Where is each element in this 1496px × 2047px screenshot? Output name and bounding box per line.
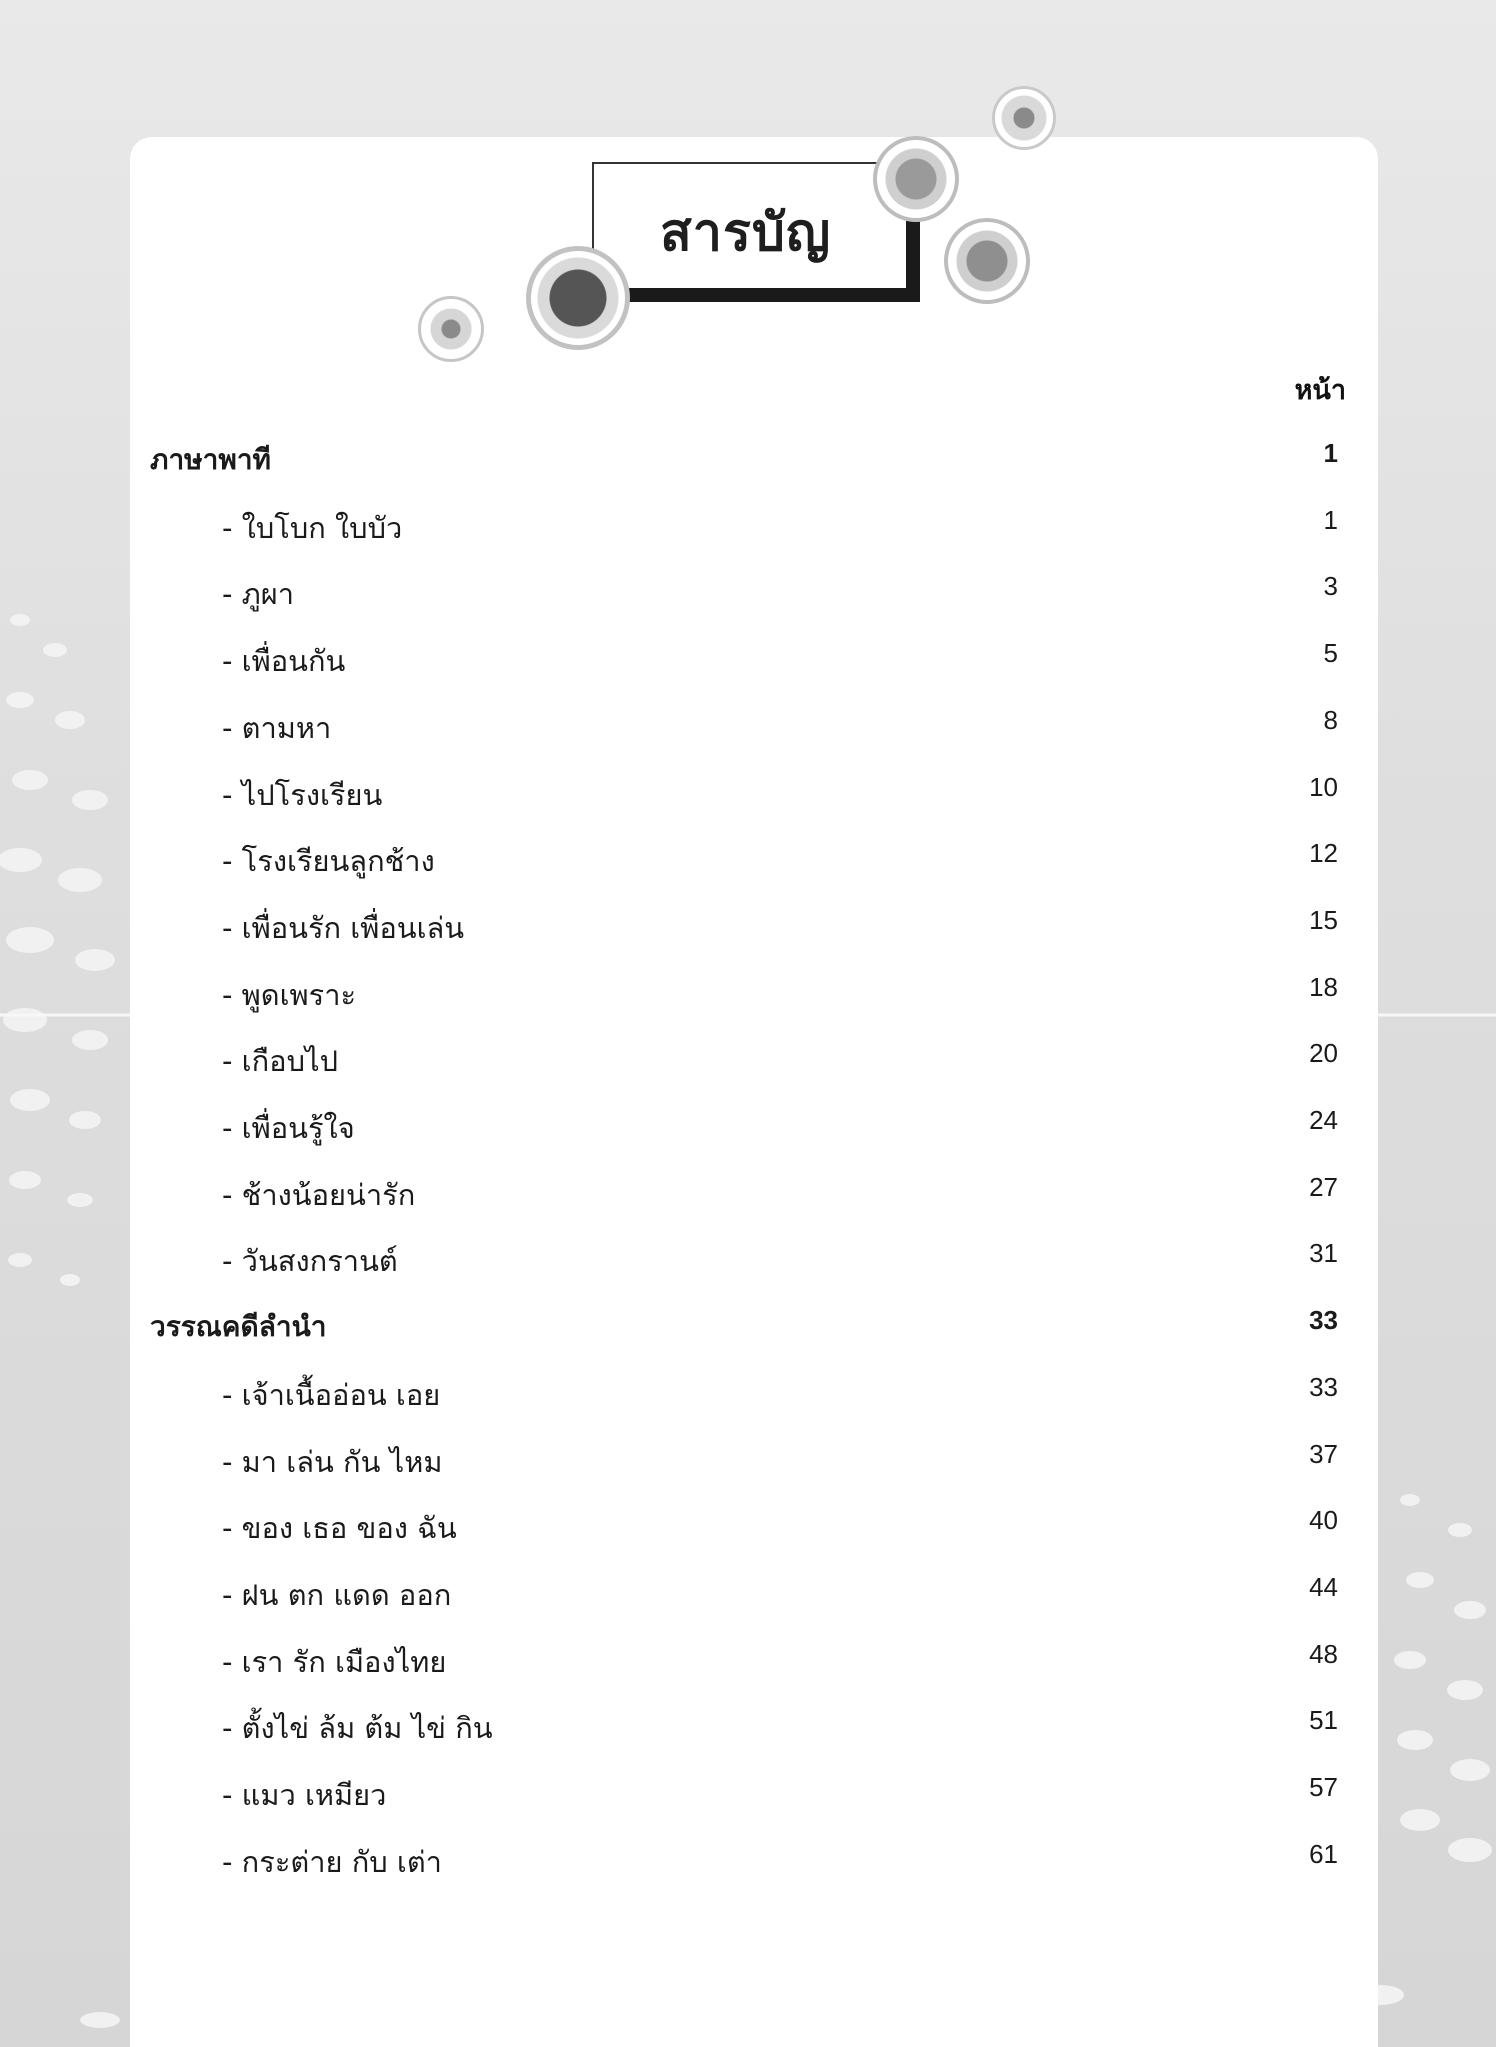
toc-entry-row [0, 1105, 1496, 1165]
toc-entry-row [0, 772, 1496, 832]
toc-entry-row [0, 1572, 1496, 1632]
entry-page-number: 18 [1309, 971, 1338, 1002]
entry-page-number: 5 [1323, 638, 1338, 669]
toc-section-row [0, 438, 1496, 498]
toc-section-row [0, 1305, 1496, 1365]
entry-title: - เรา รัก เมืองไทย [222, 1644, 447, 1679]
toc-entry-row [0, 638, 1496, 698]
entry-page-number: 44 [1309, 1571, 1338, 1602]
toc-entry-row [0, 972, 1496, 1032]
toc-entry-row [0, 571, 1496, 631]
section-title: ภาษาพาที [150, 443, 271, 476]
entry-title: - มา เล่น กัน ไหม [222, 1444, 443, 1479]
entry-page-number: 24 [1309, 1105, 1338, 1135]
page-title: สารบัญ [660, 203, 832, 263]
decor-circle-icon [526, 246, 630, 350]
decor-circle-icon [418, 296, 484, 362]
toc-entry-row [0, 1372, 1496, 1432]
entry-title: - กระต่าย กับ เต่า [222, 1844, 442, 1879]
toc-entry-row [0, 905, 1496, 965]
toc-entry-row [0, 1038, 1496, 1098]
toc-entry-row [0, 1172, 1496, 1232]
section-page-number: 33 [1309, 1305, 1338, 1336]
entry-title: - ของ เธอ ของ ฉัน [222, 1511, 457, 1546]
entry-page-number: 31 [1309, 1238, 1338, 1269]
decor-circle-icon [992, 86, 1056, 150]
entry-title: - แมว เหมียว [222, 1778, 387, 1812]
entry-page-number: 8 [1323, 704, 1338, 735]
decor-circle-icon [944, 218, 1030, 304]
entry-page-number: 37 [1309, 1438, 1338, 1469]
entry-page-number: 51 [1309, 1705, 1338, 1736]
toc-entry-row [0, 1238, 1496, 1298]
section-title: วรรณคดีลำนำ [150, 1310, 327, 1344]
toc-entry-row [0, 1505, 1496, 1565]
entry-page-number: 20 [1309, 1038, 1338, 1069]
entry-page-number: 33 [1309, 1371, 1338, 1402]
toc-entry-row [0, 1639, 1496, 1699]
entry-title: - เพื่อนกัน [222, 644, 346, 679]
decor-circle-icon [873, 136, 959, 222]
entry-title: - เพื่อนรัก เพื่อนเล่น [222, 910, 465, 945]
entry-title: - ฝน ตก แดด ออก [222, 1577, 452, 1612]
entry-page-number: 48 [1309, 1638, 1338, 1669]
entry-page-number: 61 [1309, 1838, 1338, 1869]
entry-title: - ภูผา [222, 577, 295, 612]
toc-entry-row [0, 705, 1496, 765]
toc-entry-row [0, 1839, 1496, 1899]
entry-title: - พูดเพราะ [222, 977, 357, 1012]
entry-page-number: 57 [1309, 1772, 1338, 1802]
page-column-header: หน้า [1294, 375, 1346, 406]
entry-title: - ไปโรงเรียน [222, 777, 383, 812]
toc-entry-row [0, 505, 1496, 565]
entry-title: - เจ้าเนื้ออ่อน เอย [222, 1377, 441, 1412]
section-page-number: 1 [1323, 438, 1338, 468]
entry-title: - เกือบไป [222, 1044, 338, 1079]
entry-title: - ตั้งไข่ ล้ม ต้ม ไข่ กิน [222, 1711, 493, 1746]
entry-title: - วันสงกรานต์ [222, 1244, 398, 1279]
entry-page-number: 3 [1323, 571, 1338, 602]
entry-page-number: 27 [1309, 1171, 1338, 1202]
entry-title: - ใบโบก ใบบัว [222, 510, 403, 545]
entry-page-number: 10 [1309, 771, 1338, 802]
entry-page-number: 15 [1309, 904, 1338, 935]
entry-title: - ตามหา [222, 710, 332, 745]
entry-page-number: 40 [1309, 1505, 1338, 1536]
entry-title: - เพื่อนรู้ใจ [222, 1111, 355, 1145]
toc-entry-row [0, 1705, 1496, 1765]
entry-page-number: 12 [1309, 838, 1338, 869]
entry-page-number: 1 [1323, 504, 1338, 535]
toc-entry-row [0, 1439, 1496, 1499]
toc-entry-row [0, 1772, 1496, 1832]
entry-title: - ช้างน้อยน่ารัก [222, 1177, 416, 1212]
toc-entry-row [0, 838, 1496, 898]
entry-title: - โรงเรียนลูกช้าง [222, 844, 435, 879]
